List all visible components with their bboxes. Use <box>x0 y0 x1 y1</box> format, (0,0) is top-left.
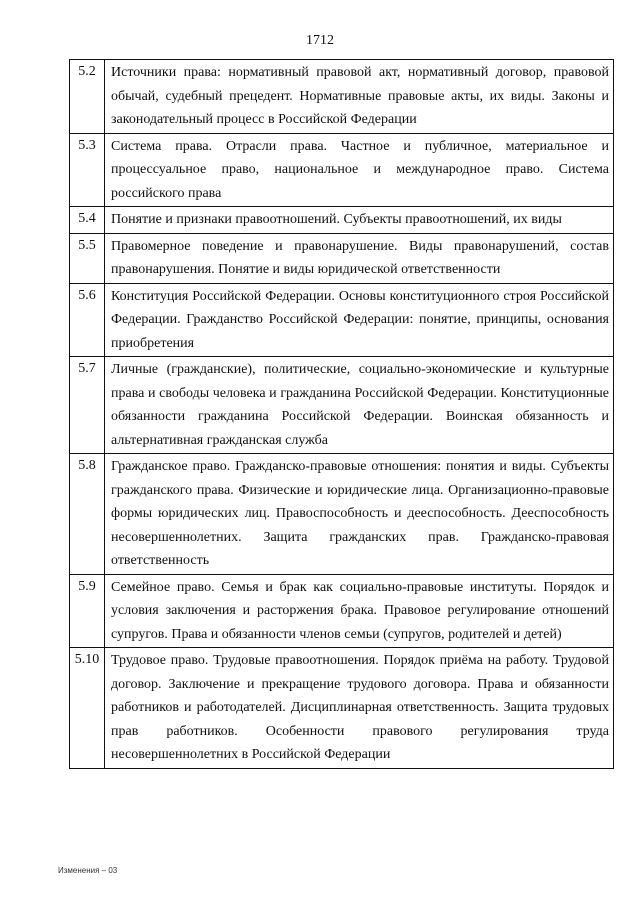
section-topics-text: Гражданское право. Гражданско-правовые отношения: понятия и виды. Субъекты гражданского права. Физические и юридические лица. Организационно-правовые формы юридических лиц. Правоспособность и дееспособность. Дееспособность несовершеннолетних. Защита гражданских прав. Гражданско-правовая ответственность <box>105 454 614 575</box>
section-number: 5.4 <box>70 207 105 234</box>
section-number: 5.10 <box>70 648 105 769</box>
section-number: 5.2 <box>70 60 105 134</box>
table-row <box>70 648 614 769</box>
table-row <box>70 454 614 575</box>
section-number: 5.3 <box>70 133 105 207</box>
section-topics-text: Источники права: нормативный правовой акт, нормативный договор, правовой обычай, судебный прецедент. Нормативные правовые акты, их виды. Законы и законодательный процесс в Российской Федерации <box>105 60 614 134</box>
table-row <box>70 574 614 648</box>
section-topics-text: Конституция Российской Федерации. Основы конституционного строя Российской Федерации. Гражданство Российской Федерации: понятие, принципы, основания приобретения <box>105 283 614 357</box>
table-row <box>70 283 614 357</box>
section-topics-text: Понятие и признаки правоотношений. Субъекты правоотношений, их виды <box>105 207 614 234</box>
revision-footer: Изменения – 03 <box>58 866 118 875</box>
section-topics-text: Личные (гражданские), политические, социально-экономические и культурные права и свободы человека и гражданина Российской Федерации. Конституционные обязанности гражданина Российской Федерации. Воинская обязанность и альтернативная гражданская служба <box>105 357 614 454</box>
section-number: 5.7 <box>70 357 105 454</box>
section-topics-text: Семейное право. Семья и брак как социально-правовые институты. Порядок и условия заключения и расторжения брака. Правовое регулирование отношений супругов. Права и обязанности членов семьи (супругов, родителей и детей) <box>105 574 614 648</box>
page-number: 1712 <box>306 33 334 48</box>
section-number: 5.9 <box>70 574 105 648</box>
section-topics-text: Система права. Отрасли права. Частное и публичное, материальное и процессуальное право, национальное и международное право. Система российского права <box>105 133 614 207</box>
table-row <box>70 133 614 207</box>
topics-table-body <box>70 60 614 769</box>
section-number: 5.8 <box>70 454 105 575</box>
section-topics-text: Правомерное поведение и правонарушение. Виды правонарушений, состав правонарушения. Понятие и виды юридической ответственности <box>105 233 614 283</box>
section-topics-text: Трудовое право. Трудовые правоотношения. Порядок приёма на работу. Трудовой договор. Заключение и прекращение трудового договора. Права и обязанности работников и работодателей. Дисциплинарная ответственность. Защита трудовых прав работников. Особенности правового регулирования труда несовершеннолетних в Российской Федерации <box>105 648 614 769</box>
section-number: 5.6 <box>70 283 105 357</box>
section-number: 5.5 <box>70 233 105 283</box>
table-row <box>70 357 614 454</box>
table-row <box>70 233 614 283</box>
table-row <box>70 60 614 134</box>
topics-table <box>69 59 614 769</box>
table-row <box>70 207 614 234</box>
